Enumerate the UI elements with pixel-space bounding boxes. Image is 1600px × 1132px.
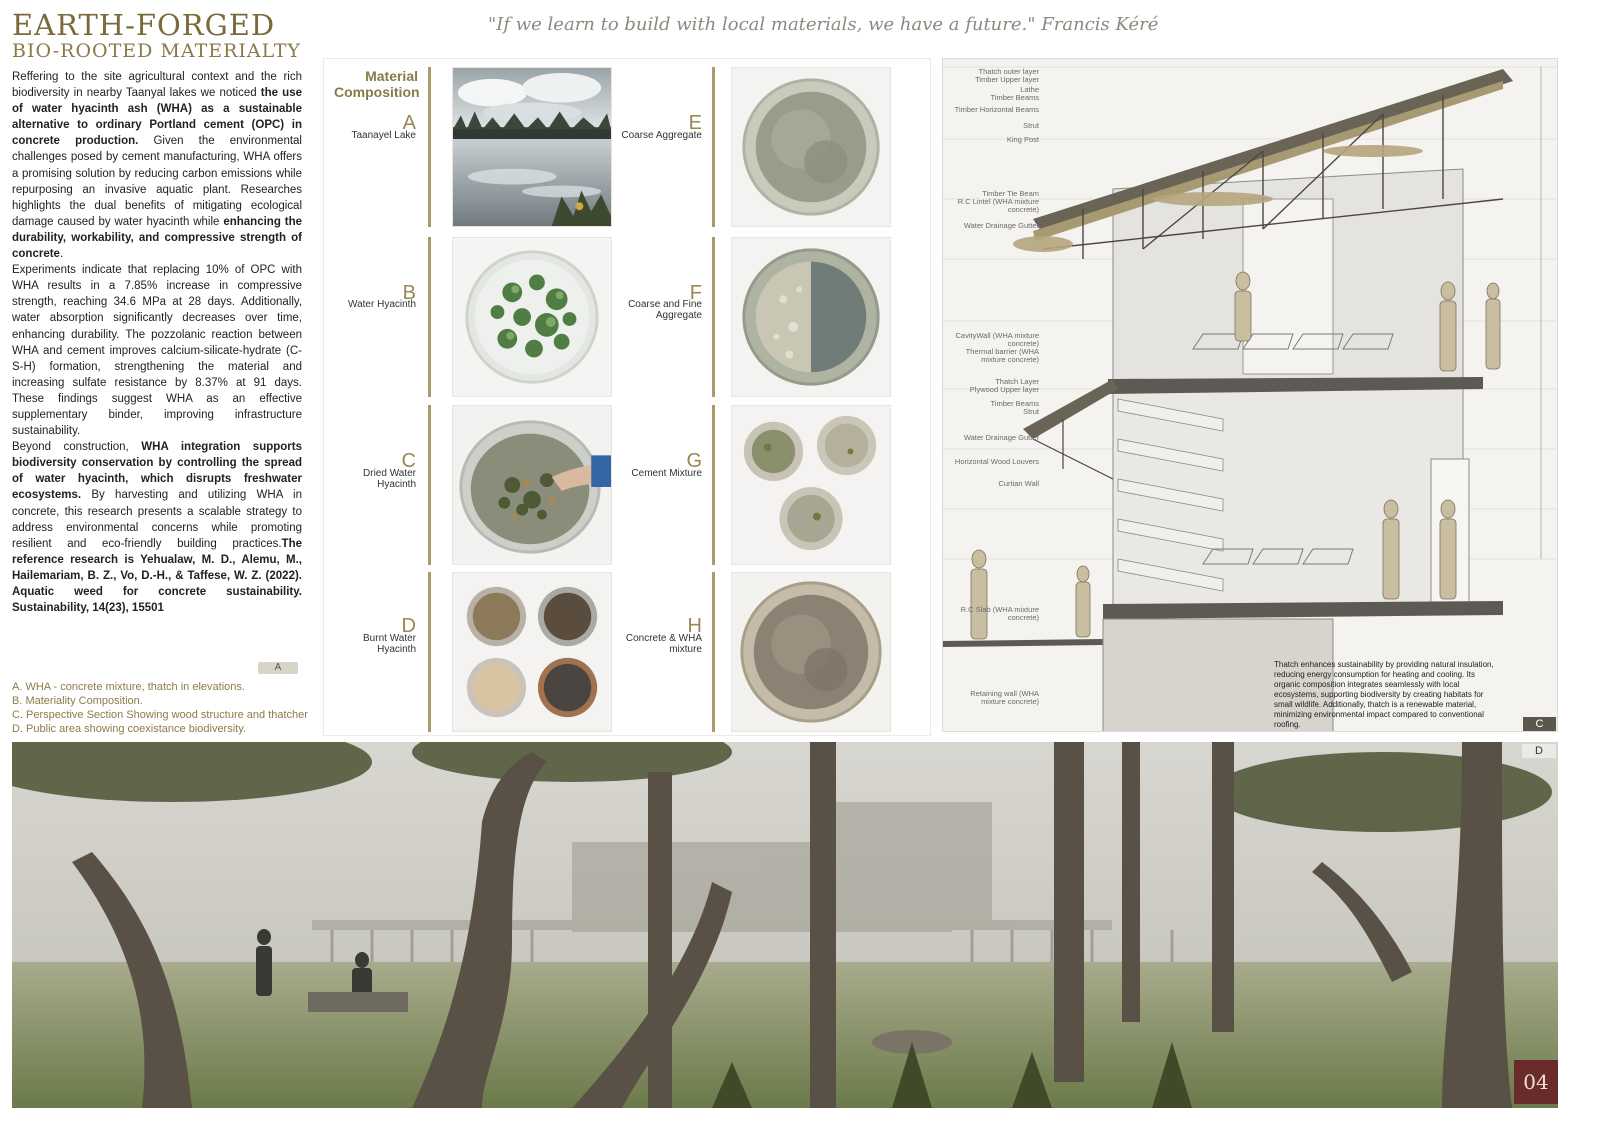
section-illustration (943, 59, 1558, 732)
dried-hyacinth-photo (452, 405, 612, 565)
material-composition-heading: Material Composition (334, 68, 420, 100)
caption-b: B. Materiality Composition. (12, 695, 143, 707)
page-number: 04 (1514, 1060, 1558, 1104)
paragraph-1-bold: the use of water hyacinth ash (WHA) as a sustainable alternative to ordinary Portland cement (OPC) in concrete production. (12, 87, 303, 148)
label-strut: Strut (1023, 121, 1039, 130)
tag-c: C (1523, 717, 1556, 731)
rule-c (428, 405, 431, 565)
label-rc-lintel: R.C Lintel (WHA mixture concrete) (957, 197, 1039, 214)
label-king-post: King Post (1006, 135, 1039, 144)
paragraph-3 (12, 439, 302, 616)
hyacinth-bowl-photo (452, 237, 612, 397)
material-letter-h: H (687, 615, 702, 637)
label-timber-upper: Timber Upper layer (975, 75, 1039, 84)
rule-e (712, 67, 715, 227)
label-thermal-barrier: Thermal barrier (WHA mixture concrete) (965, 347, 1039, 364)
paragraph-1 (12, 69, 302, 262)
caption-d: D. Public area showing coexistance biodiversity. (12, 723, 246, 735)
material-letter-f: F (689, 282, 702, 304)
material-letter-a: A (402, 112, 416, 134)
thatch-note: Thatch enhances sustainability by providing natural insulation, reducing energy consumption for heating and cooling. Its organic composition integrates seamlessly with local ecosystems, supporting biodiversity by creating habitats for small wildlife. Additionally, thatch is a renewable material, minimizing environmental impact compared to conventional roofing. (1274, 660, 1494, 729)
perspective-section-drawing (942, 58, 1558, 732)
burnt-hyacinth-photo (452, 572, 612, 732)
caption-c: C. Perspective Section Showing wood structure and thatcher (12, 709, 308, 721)
rule-a (428, 67, 431, 227)
lake-photo (452, 67, 612, 227)
material-name-d: Burnt Water Hyacinth (363, 633, 416, 655)
paragraph-3-bold: WHA integration supports biodiversity conservation by controlling the spread of water hyacinth, which disrupts freshwater ecosystems. (12, 441, 302, 502)
label-wood-louvers: Horizontal Wood Louvers (954, 457, 1039, 466)
label-water-drainage-upper: Water Drainage Gutter (963, 221, 1039, 230)
reference-citation: The reference research is Yehualaw, M. D., Alemu, M., Hailemariam, B. Z., Vo, D.-H., & Taffese, W. Z. (2022). Aquatic weed for concrete sustainability. Sustainability, 14(23), 15501 (12, 537, 302, 615)
material-letter-g: G (686, 450, 702, 472)
material-name-c: Dried Water Hyacinth (363, 468, 416, 490)
paragraph-1-end: . (59, 248, 64, 261)
material-name-a: Taanayel Lake (351, 130, 416, 141)
cement-mixture-photo (731, 405, 891, 565)
label-retaining-wall: Retaining wall (WHA mixture concrete) (970, 689, 1039, 706)
paragraph-1-text-2: Given the environmental challenges posed by cement manufacturing, WHA offers a promising solution by reducing carbon emissions while repurposing an invasive aquatic plant. Researches highlights the dual benefits of mitigating ecological damage caused by water hyacinth while (12, 135, 302, 228)
figure-captions (12, 680, 308, 736)
label-thatch-outer: Thatch outer layer (978, 67, 1039, 76)
material-letter-d: D (401, 615, 416, 637)
label-timber-beams: Timber Beams (990, 93, 1039, 102)
material-letter-e: E (688, 112, 702, 134)
label-rc-slab: R.C Slab (WHA mixture concrete) (960, 605, 1039, 622)
material-letter-b: B (402, 282, 416, 304)
material-name-e: Coarse Aggregate (621, 130, 702, 141)
rule-g (712, 405, 715, 565)
rule-d (428, 572, 431, 732)
material-name-g: Cement Mixture (631, 468, 702, 479)
label-timber-horizontal-beams: Timber Horizontal Beams (954, 105, 1039, 114)
label-strut-lower: Strut (1023, 407, 1039, 416)
material-name-f: Coarse and Fine Aggregate (628, 299, 702, 321)
tag-a: A (258, 662, 298, 674)
paragraph-2: Experiments indicate that replacing 10% of OPC with WHA results in a 7.85% increase in compressive strength, reaching 34.6 MPa at 28 days. Additionally, water absorption significantly decreases over time, enhancing durability. The pozzolanic reaction between WHA and cement improves calcium-silicate-hydrate (C-S-H) formation, strengthening the material and increasing sulfate resistance by 8.37% at 91 days. These findings suggest WHA as an effective supplementary binder, improving infrastructure sustainability. (12, 264, 302, 438)
label-water-drainage-lower: Water Drainage Gutter (963, 433, 1039, 442)
label-timber-beams-lower: Timber Beams (990, 399, 1039, 408)
forest-illustration (12, 742, 1558, 1108)
label-cavity-wall: CavityWall (WHA mixture concrete) (955, 331, 1039, 348)
paragraph-1-text: Reffering to the site agricultural context and the rich biodiversity in nearby Taanyal lakes we noticed (12, 71, 302, 100)
fine-aggregate-photo (731, 237, 891, 397)
rule-b (428, 237, 431, 397)
caption-a: A. WHA - concrete mixture, thatch in elevations. (12, 681, 245, 693)
tag-d: D (1522, 744, 1556, 758)
page-subtitle: BIO-ROOTED MATERIALTY (12, 40, 301, 62)
paragraph-3-text-2: By harvesting and utilizing WHA in concrete, this research presents a scalable strategy to address environmental concerns while promoting resilient and eco-friendly building practices. (12, 489, 302, 550)
paragraph-3-text: Beyond construction, (12, 441, 142, 454)
rule-f (712, 237, 715, 397)
label-curtain-wall: Curtian Wall (998, 479, 1039, 488)
page-title: EARTH-FORGED (12, 8, 276, 42)
label-plywood-upper: Plywood Upper layer (969, 385, 1039, 394)
material-letter-c: C (401, 450, 416, 472)
body-text (12, 69, 302, 616)
coarse-aggregate-photo (731, 67, 891, 227)
material-name-b: Water Hyacinth (348, 299, 416, 310)
material-name-h: Concrete & WHA mixture (625, 633, 702, 655)
header-quote: "If we learn to build with local materials, we have a future." Francis Kéré (488, 14, 1159, 35)
paragraph-1-bold-2: enhancing the durability, workability, and compressive strength of concrete (12, 215, 302, 261)
forest-render-image (12, 742, 1558, 1108)
rule-h (712, 572, 715, 732)
label-lathe: Lathe (1020, 85, 1039, 94)
label-timber-tie-beam: Timber Tie Beam (982, 189, 1039, 198)
concrete-wha-photo (731, 572, 891, 732)
label-thatch-layer: Thatch Layer (995, 377, 1039, 386)
